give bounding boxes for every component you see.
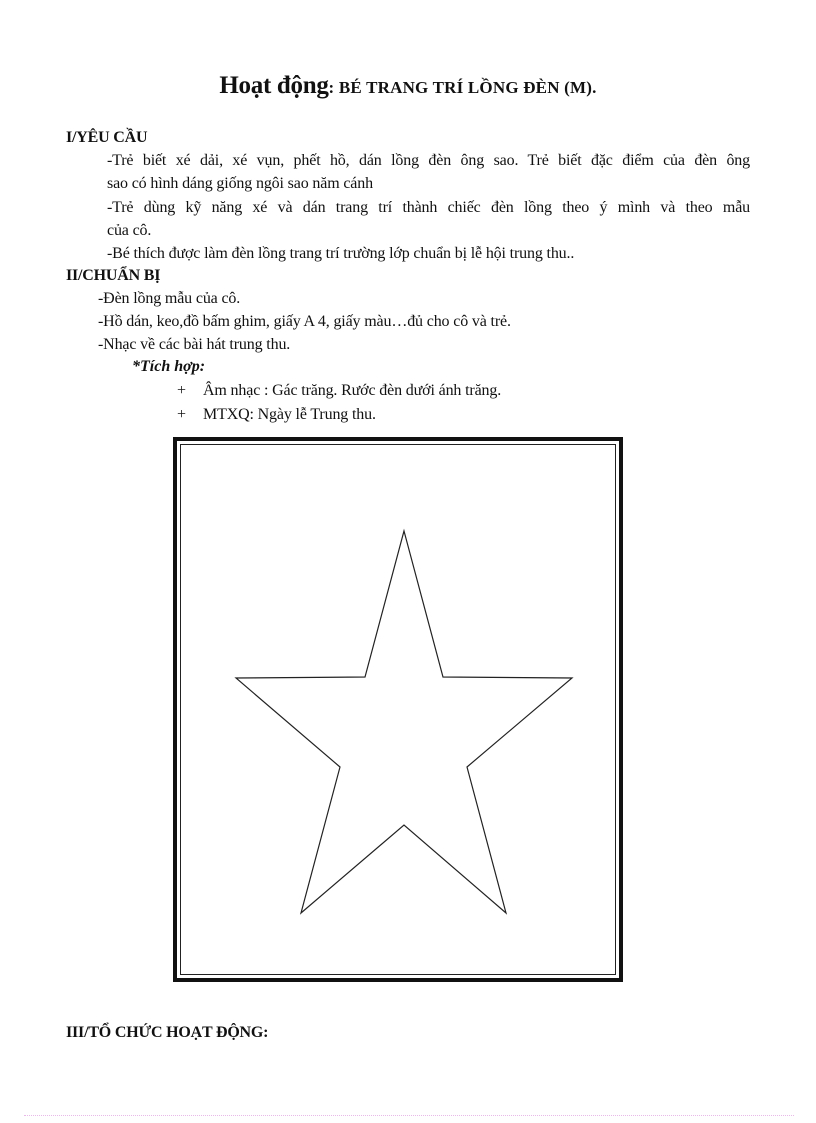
integration-bullet-marker-1: + [177, 382, 186, 399]
section-heading-organization: III/TỔ CHỨC HOẠT ĐỘNG: [66, 1024, 269, 1041]
requirement-item-2-line-1: -Trẻ dùng kỹ năng xé và dán trang trí thành chiếc đèn lồng theo ý mình và theo mẫu [107, 199, 750, 216]
integration-bullet-marker-2: + [177, 406, 186, 423]
page-bottom-dotted-divider [24, 1115, 794, 1116]
integration-label: *Tích hợp: [132, 358, 206, 375]
section-heading-preparation: II/CHUẨN BỊ [66, 267, 161, 284]
integration-bullet-1: Âm nhạc : Gác trăng. Rước đèn dưới ánh trăng. [203, 382, 502, 399]
preparation-item-2: -Hồ dán, keo,đồ bấm ghim, giấy A 4, giấy màu…đủ cho cô và trẻ. [98, 313, 511, 330]
requirement-item-3: -Bé thích được làm đèn lồng trang trí trường lớp chuẩn bị lễ hội trung thu.. [107, 245, 575, 262]
preparation-item-3: -Nhạc về các bài hát trung thu. [98, 336, 291, 353]
requirement-item-2-line-2: của cô. [107, 222, 152, 239]
title-prefix: Hoạt động [219, 72, 329, 99]
integration-bullet-2: MTXQ: Ngày lễ Trung thu. [203, 406, 376, 423]
section-heading-requirements: I/YÊU CẦU [66, 129, 148, 146]
star-icon [236, 531, 572, 913]
title-suffix: : BÉ TRANG TRÍ LỒNG ĐÈN (M). [328, 78, 597, 97]
requirement-item-1-line-2: sao có hình dáng giống ngôi sao năm cánh [107, 175, 373, 192]
requirement-item-1-line-1: -Trẻ biết xé dải, xé vụn, phết hồ, dán lồng đèn ông sao. Trẻ biết đặc điểm của đèn ông [107, 152, 750, 169]
preparation-item-1: -Đèn lồng mẫu của cô. [98, 290, 241, 307]
